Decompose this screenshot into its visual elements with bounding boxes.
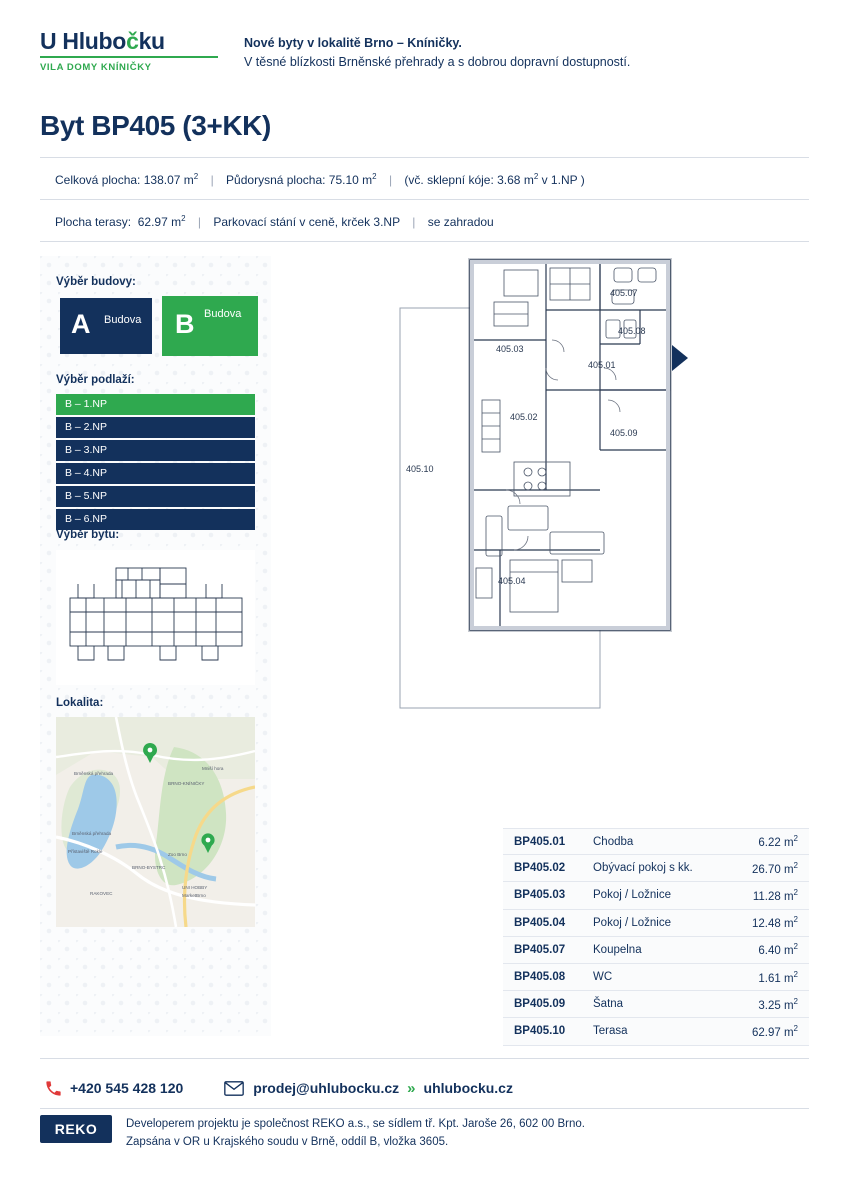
svg-text:Přístaviště Rokle: Přístaviště Rokle <box>68 849 103 854</box>
room-area-value: 26.70 m <box>751 863 794 876</box>
room-code: BP405.03 <box>514 889 566 902</box>
page-title: Byt BP405 (3+KK) <box>40 110 271 141</box>
room-area-unit: 2 <box>793 996 798 1006</box>
svg-text:BRNO-BYSTRC: BRNO-BYSTRC <box>132 865 166 870</box>
room-area-unit: 2 <box>793 942 798 952</box>
legal-text <box>112 1115 585 1152</box>
divider-3 <box>40 241 809 242</box>
email-icon <box>221 1078 247 1098</box>
room-area-unit: 2 <box>793 969 798 979</box>
room-area-value: 6.40 m <box>758 945 794 958</box>
floor-area-label: Půdorysná plocha: <box>226 173 326 187</box>
room-area-value: 3.25 m <box>758 999 794 1012</box>
room-code: BP405.01 <box>514 835 566 848</box>
legal-footer <box>40 1115 809 1152</box>
table-row <box>503 828 809 855</box>
floor-selector-label: Výběr podlaží: <box>56 374 135 386</box>
table-row <box>503 855 809 882</box>
table-row <box>503 937 809 964</box>
svg-text:MarketBrno: MarketBrno <box>182 893 206 898</box>
floor-item-3np[interactable]: B – 3.NP <box>56 440 255 461</box>
table-row <box>503 1018 809 1045</box>
terrace-area-label: Plocha terasy: <box>55 215 132 229</box>
building-option-b-word: Budova <box>204 308 242 320</box>
locality-map[interactable] <box>56 717 255 927</box>
map-graphic <box>56 717 255 927</box>
room-name: Pokoj / Ložnice <box>593 889 671 902</box>
page-header <box>40 28 809 90</box>
floorplan <box>300 250 810 770</box>
reko-logo <box>40 1115 112 1143</box>
room-code: BP405.10 <box>514 1025 566 1038</box>
info-separator-2: | <box>388 173 393 187</box>
svg-text:Mniší hora: Mniší hora <box>202 766 224 771</box>
floorplan-drawing <box>300 250 810 770</box>
cellar-note-2: v 1.NP ) <box>538 173 585 187</box>
cellar-note-1: (vč. sklepní kóje: 3.68 m <box>404 173 534 187</box>
room-label-405-02: 405.02 <box>510 412 538 422</box>
room-label-405-04: 405.04 <box>498 576 526 586</box>
room-area <box>721 888 809 903</box>
total-area-label: Celková plocha: <box>55 173 141 187</box>
room-area-value: 11.28 m <box>752 890 794 903</box>
info-separator-4: | <box>412 215 416 229</box>
room-code: BP405.04 <box>514 916 566 929</box>
floor-selector <box>56 394 255 532</box>
room-code: BP405.09 <box>514 998 566 1011</box>
room-area-table <box>503 828 809 1046</box>
locality-label: Lokalita: <box>56 697 104 709</box>
building-option-a-letter: A <box>71 309 91 339</box>
room-code: BP405.02 <box>514 862 566 875</box>
info-separator-1: | <box>210 173 214 187</box>
building-option-a-word: Budova <box>104 314 142 326</box>
room-area-value: 6.22 m <box>758 837 794 849</box>
header-line-2: V těsné blízkosti Brněnské přehrady a s dobrou dopravní dostupností. <box>244 54 631 69</box>
room-label-405-09: 405.09 <box>610 428 638 438</box>
info-row-extras <box>55 214 494 229</box>
floor-area-unit: 2 <box>372 172 377 181</box>
divider-2 <box>40 199 809 200</box>
room-name: Šatna <box>593 998 624 1011</box>
legal-line-2: Zapsána v OR u Krajského soudu v Brně, oddíl B, vložka 3605. <box>126 1135 449 1148</box>
room-area <box>721 942 809 957</box>
room-label-405-10: 405.10 <box>406 464 434 474</box>
table-row <box>503 991 809 1018</box>
divider-footer-1 <box>40 1058 809 1059</box>
room-area-value: 12.48 m <box>751 918 794 931</box>
brand-logo-subtitle: VILA DOMY KNÍNIČKY <box>40 62 152 73</box>
building-option-a[interactable] <box>60 298 152 354</box>
room-label-405-07: 405.07 <box>610 288 638 298</box>
terrace-area-value: 62.97 m <box>137 215 182 229</box>
svg-text:UNI HOBBY: UNI HOBBY <box>182 885 208 890</box>
total-area-unit: 2 <box>193 172 199 181</box>
room-name: Terasa <box>593 1025 628 1038</box>
cellar-unit: 2 <box>533 172 539 181</box>
svg-text:RAKOVEC: RAKOVEC <box>90 891 113 896</box>
parking-note: Parkovací stání v ceně, krček 3.NP <box>213 215 400 229</box>
legal-line-1: Developerem projektu je společnost REKO a.s., se sídlem tř. Kpt. Jaroše 26, 602 00 Brno. <box>126 1118 585 1130</box>
building-selector-label: Výběr budovy: <box>56 276 136 288</box>
svg-text:Brněnská přehrada: Brněnská přehrada <box>72 831 112 836</box>
divider-footer-2 <box>40 1108 809 1109</box>
room-area-unit: 2 <box>793 888 798 898</box>
room-name: WC <box>593 971 613 984</box>
total-area-value: 138.07 m <box>143 173 194 187</box>
building-option-b[interactable] <box>164 298 256 354</box>
floor-item-5np[interactable]: B – 5.NP <box>56 486 255 507</box>
website-link[interactable]: uhlubocku.cz <box>423 1080 513 1096</box>
room-name: Pokoj / Ložnice <box>593 916 671 929</box>
room-label-405-03: 405.03 <box>496 344 524 354</box>
garden-note: se zahradou <box>427 215 494 229</box>
info-row-areas <box>55 172 585 187</box>
room-area-value: 62.97 m <box>751 1026 794 1039</box>
brand-logo-part2: ku <box>138 28 165 54</box>
floor-item-6np[interactable]: B – 6.NP <box>56 509 255 530</box>
email-address[interactable]: prodej@uhlubocku.cz <box>253 1080 400 1096</box>
room-area <box>721 997 809 1012</box>
phone-icon <box>40 1078 66 1098</box>
header-line-1: Nové byty v lokalitě Brno – Kníničky. <box>244 36 462 50</box>
brand-logo-accent: č <box>126 28 139 54</box>
floor-item-1np[interactable]: B – 1.NP <box>56 394 255 415</box>
building-selector <box>60 298 256 354</box>
room-label-405-08: 405.08 <box>618 326 646 336</box>
apartment-selector-minimap[interactable] <box>56 550 255 685</box>
room-name: Obývací pokoj s kk. <box>593 862 693 875</box>
divider-1 <box>40 157 809 158</box>
floor-item-4np[interactable]: B – 4.NP <box>56 463 255 484</box>
floor-area-value: 75.10 m <box>328 173 373 187</box>
room-area <box>721 861 809 876</box>
room-area-unit: 2 <box>793 1023 798 1033</box>
info-separator-3: | <box>197 215 201 229</box>
room-area-unit: 2 <box>793 915 798 925</box>
svg-text:BRNO-KNÍNIČKY: BRNO-KNÍNIČKY <box>168 781 205 786</box>
room-area <box>721 834 809 849</box>
apartment-selector-label: Výběr bytu: <box>56 529 120 541</box>
room-area-value: 1.61 m <box>758 972 794 985</box>
room-code: BP405.07 <box>514 943 566 956</box>
arrow-icon: » <box>407 1079 416 1097</box>
svg-text:Zoo Brno: Zoo Brno <box>168 852 187 857</box>
table-row <box>503 882 809 909</box>
room-label-405-01: 405.01 <box>588 360 616 370</box>
brand-logo-part1: U Hlubo <box>40 28 127 54</box>
terrace-area-unit: 2 <box>181 214 186 223</box>
room-area <box>721 970 809 985</box>
brand-logo <box>40 28 230 73</box>
svg-text:Brněnská přehrada: Brněnská přehrada <box>74 771 114 776</box>
room-area <box>721 1024 809 1039</box>
brand-logo-main <box>40 30 230 53</box>
room-name: Koupelna <box>593 943 642 956</box>
minimap-floorplan-icon <box>56 550 255 685</box>
room-name: Chodba <box>593 835 634 848</box>
room-area <box>721 915 809 930</box>
phone-number[interactable]: +420 545 428 120 <box>70 1080 184 1096</box>
floor-item-2np[interactable]: B – 2.NP <box>56 417 255 438</box>
reko-logo-text: REKO <box>54 1121 98 1137</box>
contact-footer <box>40 1068 809 1108</box>
table-row <box>503 910 809 937</box>
room-area-unit: 2 <box>793 860 798 870</box>
header-text <box>230 28 630 72</box>
room-area-unit: 2 <box>793 834 798 844</box>
room-code: BP405.08 <box>514 971 566 984</box>
brand-logo-underline <box>40 56 218 58</box>
building-option-b-letter: B <box>175 309 195 339</box>
table-row <box>503 964 809 991</box>
